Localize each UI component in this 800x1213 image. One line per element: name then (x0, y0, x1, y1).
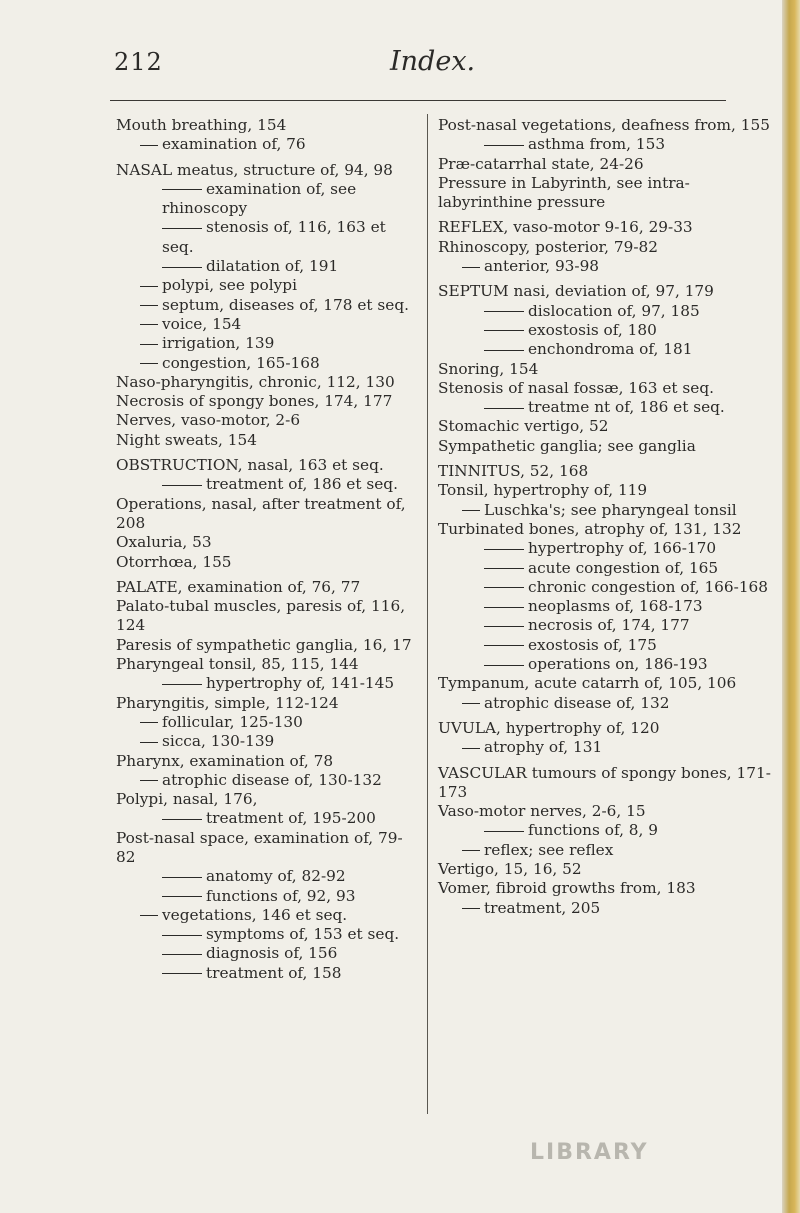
index-entry (116, 431, 416, 450)
entry-text: examination of, 76 (162, 135, 306, 154)
entry-text: dislocation of, 97, 185 (528, 301, 700, 320)
entry-text: Post-nasal vegetations, deafness from, 155 (438, 116, 770, 134)
entry-text: functions of, 8, 9 (528, 821, 658, 840)
entry-text: examination of, see rhinoscopy (162, 179, 357, 218)
entry-text: Pharynx, examination of, 78 (116, 751, 334, 770)
ditto-dash (162, 189, 202, 190)
ditto-dash (484, 330, 524, 331)
entry-text: OBSTRUCTION, nasal, 163 et seq. (116, 456, 384, 475)
ditto-dash (162, 896, 202, 897)
ditto-dash (140, 363, 158, 364)
index-entry (438, 135, 774, 154)
entry-text: Palato-tubal muscles, paresis of, 116, 124 (116, 597, 406, 635)
entry-text: dilatation of, 191 (206, 257, 339, 276)
index-entry (116, 790, 416, 809)
entry-text: atrophy of, 131 (484, 738, 603, 757)
index-entry (438, 417, 774, 436)
entry-text: symptoms of, 153 et seq. (206, 925, 400, 944)
ditto-dash (484, 350, 524, 351)
index-entry (438, 501, 774, 520)
ditto-dash (462, 748, 480, 749)
index-entry (438, 655, 774, 674)
index-entry (438, 899, 774, 918)
ditto-dash (140, 305, 158, 306)
index-entry (116, 475, 416, 494)
index-entry (438, 616, 774, 635)
index-entry (438, 597, 774, 616)
entry-text: voice, 154 (162, 314, 242, 333)
ditto-dash (140, 344, 158, 345)
ditto-dash (484, 645, 524, 646)
entry-text: Turbinated bones, atrophy of, 131, 132 (438, 519, 742, 538)
index-section-heading (438, 462, 774, 481)
entry-text: septum, diseases of, 178 et seq. (162, 295, 409, 314)
index-entry (116, 906, 416, 925)
entry-text: Stomachic vertigo, 52 (438, 417, 609, 436)
index-entry (116, 392, 416, 411)
ditto-dash (162, 228, 202, 229)
entry-text: Naso-pharyngitis, chronic, 112, 130 (116, 372, 395, 391)
index-entry (116, 553, 416, 572)
index-entry (438, 860, 774, 879)
ditto-dash (162, 954, 202, 955)
index-column-left (116, 116, 416, 983)
page-number: 212 (114, 48, 163, 76)
entry-text: necrosis of, 174, 177 (528, 616, 690, 635)
entry-text: neoplasms of, 168-173 (528, 597, 703, 616)
index-entry (116, 597, 416, 636)
index-entry (438, 802, 774, 821)
index-entry (116, 887, 416, 906)
entry-text: anterior, 93-98 (484, 257, 600, 276)
index-entry (116, 296, 416, 315)
entry-text: enchondroma of, 181 (528, 340, 693, 359)
entry-text: stenosis of, 116, 163 et seq. (162, 218, 386, 256)
index-entry (116, 964, 416, 983)
entry-text: Snoring, 154 (438, 359, 539, 378)
index-entry (116, 495, 416, 534)
index-section-heading (438, 764, 774, 803)
entry-text: Vertigo, 15, 16, 52 (438, 859, 582, 878)
entry-text: Stenosis of nasal fossæ, 163 et seq. (438, 378, 714, 397)
index-entry (438, 174, 774, 213)
ditto-dash (140, 742, 158, 743)
entry-text: Night sweats, 154 (116, 430, 257, 449)
index-entry (116, 713, 416, 732)
ditto-dash (140, 286, 158, 287)
index-entry (438, 238, 774, 257)
ditto-dash (484, 549, 524, 550)
entry-text: TINNITUS, 52, 168 (438, 462, 589, 481)
ditto-dash (140, 324, 158, 325)
index-entry (438, 559, 774, 578)
index-entry (116, 867, 416, 886)
index-entry (438, 398, 774, 417)
entry-text: Pharyngeal tonsil, 85, 115, 144 (116, 655, 359, 674)
index-entry (116, 354, 416, 373)
index-entry (116, 533, 416, 552)
ditto-dash (162, 973, 202, 974)
entry-text: treatment of, 195-200 (206, 809, 376, 828)
entry-text: Vaso-motor nerves, 2-6, 15 (438, 802, 646, 821)
ditto-dash (484, 311, 524, 312)
entry-text: diagnosis of, 156 (206, 944, 338, 963)
index-section-heading (438, 282, 774, 301)
entry-text: hypertrophy of, 166-170 (528, 539, 717, 558)
entry-text: Post-nasal space, examination of, 79-82 (116, 828, 403, 866)
entry-text: Pressure in Labyrinth, see intra-labyrinthine pressure (438, 173, 690, 212)
entry-text: VASCULAR tumours of spongy bones, 171-173 (438, 763, 771, 801)
ditto-dash (484, 665, 524, 666)
entry-text: Tympanum, acute catarrh of, 105, 106 (438, 674, 737, 693)
entry-text: exostosis of, 175 (528, 635, 657, 654)
index-section-heading (116, 578, 416, 597)
ditto-dash (462, 850, 480, 851)
entry-text: acute congestion of, 165 (528, 558, 719, 577)
index-entry (116, 752, 416, 771)
ditto-dash (462, 510, 480, 511)
index-entry (116, 373, 416, 392)
ditto-dash (484, 145, 524, 146)
entry-text: follicular, 125-130 (162, 712, 303, 731)
entry-text: Necrosis of spongy bones, 174, 177 (116, 392, 393, 411)
index-entry (438, 257, 774, 276)
index-section-heading (116, 456, 416, 475)
index-entry (438, 321, 774, 340)
entry-text: irrigation, 139 (162, 334, 275, 353)
entry-text: functions of, 92, 93 (206, 886, 356, 905)
page-title: Index. (390, 46, 476, 77)
ditto-dash (162, 819, 202, 820)
ditto-dash (140, 915, 158, 916)
index-entry (438, 116, 774, 135)
entry-text: asthma from, 153 (528, 135, 666, 154)
ditto-dash (162, 267, 202, 268)
index-entry (438, 437, 774, 456)
index-section-heading (116, 161, 416, 180)
index-entry (438, 340, 774, 359)
entry-text: atrophic disease of, 132 (484, 693, 670, 712)
index-entry (116, 116, 416, 135)
index-entry (438, 879, 774, 898)
entry-text: Tonsil, hypertrophy of, 119 (438, 481, 648, 500)
entry-text: Otorrhœa, 155 (116, 552, 232, 571)
ditto-dash (140, 780, 158, 781)
index-section-heading (438, 719, 774, 738)
entry-text: Paresis of sympathetic ganglia, 16, 17 (116, 635, 412, 654)
ditto-dash (484, 408, 524, 409)
ditto-dash (462, 267, 480, 268)
index-entry (116, 315, 416, 334)
entry-text: sicca, 130-139 (162, 732, 275, 751)
index-entry (438, 821, 774, 840)
page-edge (782, 0, 800, 1213)
index-entry (116, 732, 416, 751)
entry-text: Oxaluria, 53 (116, 533, 212, 552)
index-entry (438, 379, 774, 398)
entry-text: SEPTUM nasi, deviation of, 97, 179 (438, 282, 714, 301)
entry-text: treatment of, 158 (206, 963, 342, 982)
entry-text: Polypi, nasal, 176, (116, 790, 258, 809)
index-entry (116, 925, 416, 944)
entry-text: REFLEX, vaso-motor 9-16, 29-33 (438, 218, 693, 237)
entry-text: Operations, nasal, after treatment of, 208 (116, 494, 406, 532)
entry-text: congestion, 165-168 (162, 353, 320, 372)
index-entry (438, 481, 774, 500)
index-entry (438, 520, 774, 539)
ditto-dash (162, 684, 202, 685)
page-header (110, 48, 730, 98)
ditto-dash (162, 485, 202, 486)
index-entry (116, 411, 416, 430)
index-entry (438, 155, 774, 174)
entry-text: treatment of, 186 et seq. (206, 475, 398, 494)
entry-text: Pharyngitis, simple, 112-124 (116, 693, 339, 712)
ditto-dash (484, 587, 524, 588)
index-entry (116, 674, 416, 693)
index-entry (116, 334, 416, 353)
entry-text: treatme nt of, 186 et seq. (528, 398, 725, 417)
entry-text: UVULA, hypertrophy of, 120 (438, 718, 660, 737)
ditto-dash (484, 607, 524, 608)
index-section-heading (438, 218, 774, 237)
entry-text: Vomer, fibroid growths from, 183 (438, 879, 696, 898)
entry-text: vegetations, 146 et seq. (162, 905, 348, 924)
index-entry (438, 636, 774, 655)
ditto-dash (484, 831, 524, 832)
entry-text: NASAL meatus, structure of, 94, 98 (116, 160, 393, 179)
index-entry (116, 655, 416, 674)
entry-text: anatomy of, 82-92 (206, 867, 346, 886)
index-column-right (438, 116, 774, 918)
index-entry (438, 841, 774, 860)
ditto-dash (462, 908, 480, 909)
ditto-dash (484, 568, 524, 569)
entry-text: Luschka's; see pharyngeal tonsil (484, 500, 737, 519)
ditto-dash (162, 935, 202, 936)
entry-text: Præ-catarrhal state, 24-26 (438, 154, 644, 173)
index-entry (116, 809, 416, 828)
index-entry (116, 257, 416, 276)
index-entry (116, 944, 416, 963)
index-entry (116, 135, 416, 154)
index-entry (116, 694, 416, 713)
index-entry (116, 636, 416, 655)
index-entry (116, 829, 416, 868)
entry-text: operations on, 186-193 (528, 655, 708, 674)
entry-text: Rhinoscopy, posterior, 79-82 (438, 237, 658, 256)
entry-text: Nerves, vaso-motor, 2-6 (116, 411, 301, 430)
index-entry (438, 694, 774, 713)
entry-text: atrophic disease of, 130-132 (162, 770, 382, 789)
ditto-dash (162, 877, 202, 878)
index-entry (438, 674, 774, 693)
entry-text: reflex; see reflex (484, 840, 614, 859)
entry-text: polypi, see polypi (162, 276, 297, 295)
index-entry (116, 771, 416, 790)
index-entry (438, 302, 774, 321)
ditto-dash (484, 626, 524, 627)
entry-text: treatment, 205 (484, 898, 601, 917)
ditto-dash (140, 145, 158, 146)
index-entry (116, 180, 416, 219)
index-entry (438, 360, 774, 379)
entry-text: PALATE, examination of, 76, 77 (116, 577, 361, 596)
column-divider (427, 114, 428, 1114)
index-entry (438, 539, 774, 558)
ditto-dash (462, 703, 480, 704)
library-stamp: LIBRARY (530, 1140, 649, 1165)
index-entry (116, 218, 416, 257)
index-entry (116, 276, 416, 295)
header-rule (110, 100, 726, 101)
entry-text: exostosis of, 180 (528, 320, 657, 339)
index-entry (438, 738, 774, 757)
ditto-dash (140, 722, 158, 723)
index-entry (438, 578, 774, 597)
entry-text: Mouth breathing, 154 (116, 116, 287, 134)
entry-text: chronic congestion of, 166-168 (528, 577, 769, 596)
entry-text: Sympathetic ganglia; see ganglia (438, 436, 696, 455)
entry-text: hypertrophy of, 141-145 (206, 674, 395, 693)
